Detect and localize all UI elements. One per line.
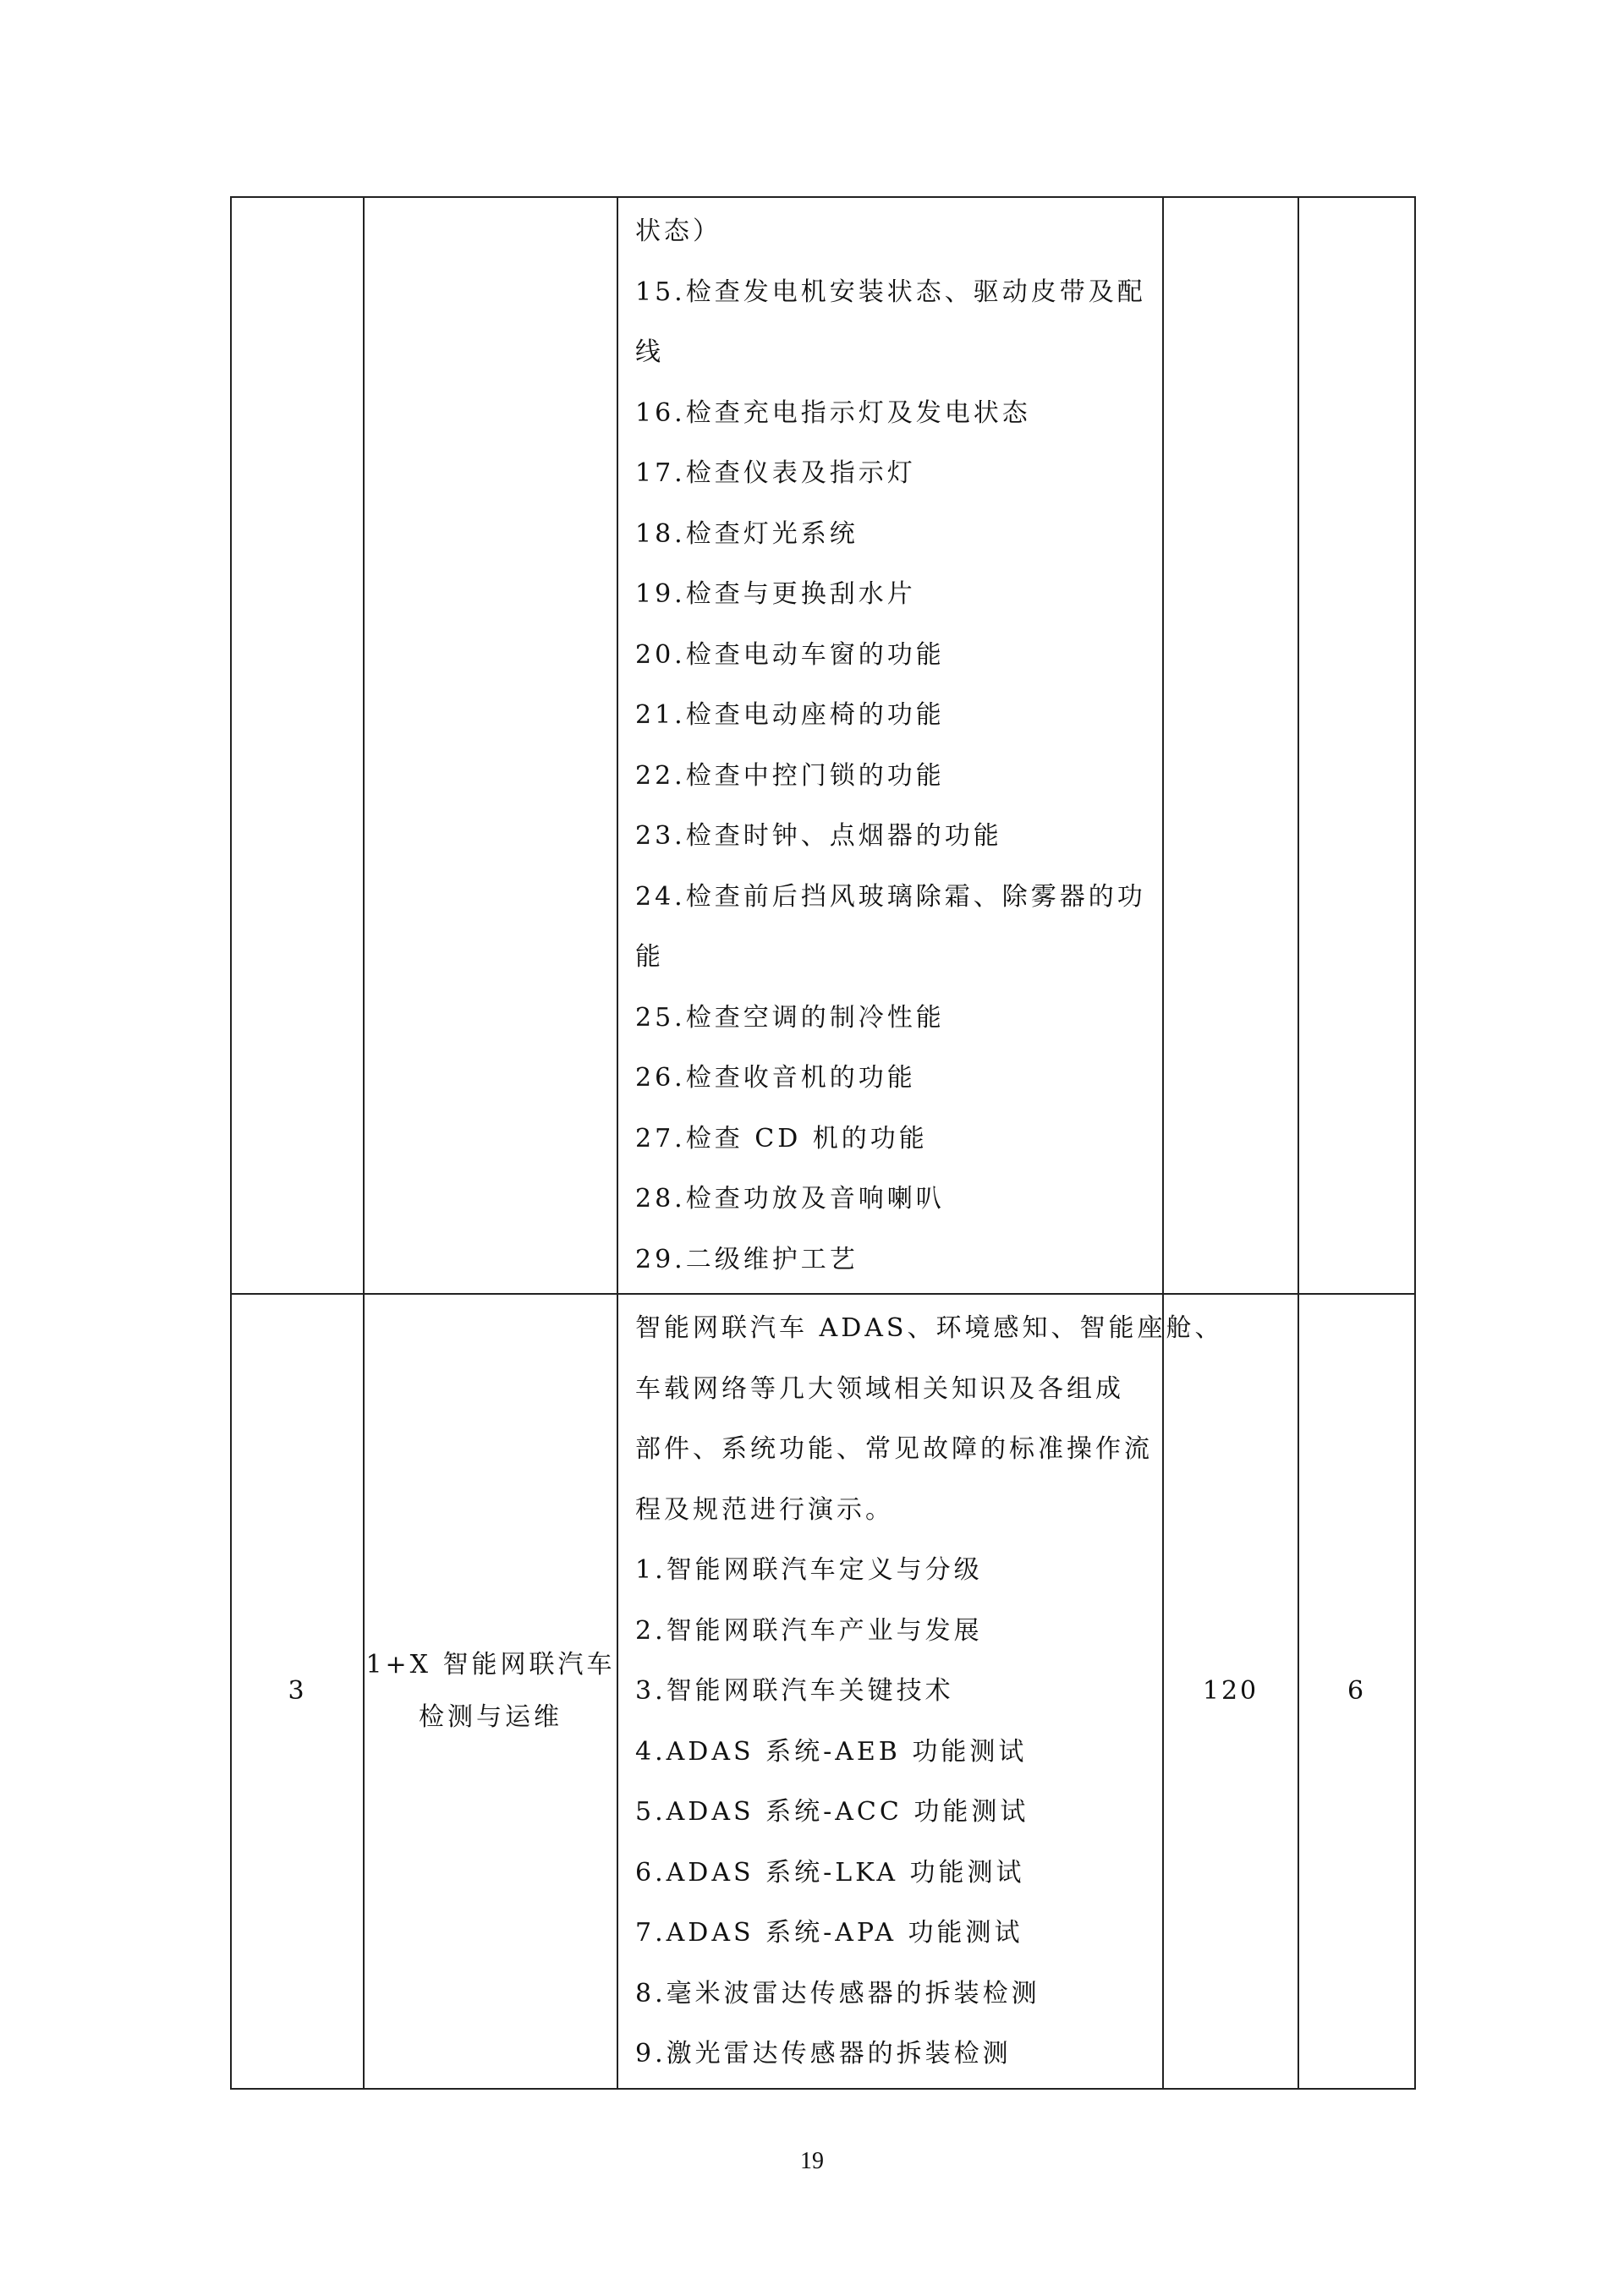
content-line: 能	[635, 942, 664, 972]
course-name-line: 1+X 智能网联汽车	[365, 1649, 616, 1680]
content-line: 17.检查仪表及指示灯	[635, 458, 916, 488]
content-line: 25.检查空调的制冷性能	[635, 1002, 945, 1033]
course-table	[230, 196, 1416, 2090]
content-line: 程及规范进行演示。	[635, 1494, 894, 1525]
content-line: 状态）	[635, 216, 721, 246]
content-line: 线	[635, 337, 664, 367]
table-row	[231, 1294, 1415, 2089]
hours-cell: 120	[1163, 1294, 1298, 2089]
content-line: 24.检查前后挡风玻璃除霜、除雾器的功	[635, 881, 1146, 912]
content-cell	[617, 197, 1163, 1294]
content-line: 车载网络等几大领域相关知识及各组成	[635, 1373, 1124, 1404]
content-cell	[617, 1294, 1224, 2089]
course-name-cell	[364, 197, 617, 1294]
hours-cell	[1163, 197, 1298, 1294]
content-line: 7.ADAS 系统-APA 功能测试	[635, 1918, 1023, 1948]
content-line: 27.检查 CD 机的功能	[635, 1123, 928, 1153]
content-line: 16.检查充电指示灯及发电状态	[635, 397, 1031, 428]
content-line: 23.检查时钟、点烟器的功能	[635, 821, 1002, 851]
page-number: 19	[800, 2148, 824, 2174]
content-line: 智能网联汽车 ADAS、环境感知、智能座舱、	[635, 1313, 1224, 1343]
content-line: 9.激光雷达传感器的拆装检测	[635, 2039, 1012, 2069]
content-line: 5.ADAS 系统-ACC 功能测试	[635, 1797, 1029, 1827]
content-line: 20.检查电动车窗的功能	[635, 639, 945, 670]
table-row	[231, 197, 1415, 1294]
content-line: 19.检查与更换刮水片	[635, 579, 916, 609]
course-name-line: 检测与运维	[419, 1701, 562, 1732]
content-line: 6.ADAS 系统-LKA 功能测试	[635, 1857, 1025, 1888]
content-line: 部件、系统功能、常见故障的标准操作流	[635, 1434, 1153, 1464]
content-line: 22.检查中控门锁的功能	[635, 760, 945, 791]
content-line: 18.检查灯光系统	[635, 518, 859, 549]
index-cell	[231, 197, 364, 1294]
content-line: 28.检查功放及音响喇叭	[635, 1184, 945, 1214]
content-line: 29.二级维护工艺	[635, 1244, 859, 1274]
content-line: 8.毫米波雷达传感器的拆装检测	[635, 1978, 1040, 2008]
content-line: 3.智能网联汽车关键技术	[635, 1676, 954, 1706]
course-name-cell	[364, 1294, 617, 2089]
index-cell: 3	[231, 1294, 364, 2089]
credits-cell: 6	[1298, 1294, 1415, 2089]
content-line: 21.检查电动座椅的功能	[635, 700, 945, 730]
content-line: 26.检查收音机的功能	[635, 1063, 916, 1093]
content-line: 4.ADAS 系统-AEB 功能测试	[635, 1736, 1028, 1767]
content-line: 15.检查发电机安装状态、驱动皮带及配	[635, 277, 1146, 307]
content-line: 2.智能网联汽车产业与发展	[635, 1615, 983, 1646]
content-line: 1.智能网联汽车定义与分级	[635, 1555, 983, 1585]
credits-cell	[1298, 197, 1415, 1294]
